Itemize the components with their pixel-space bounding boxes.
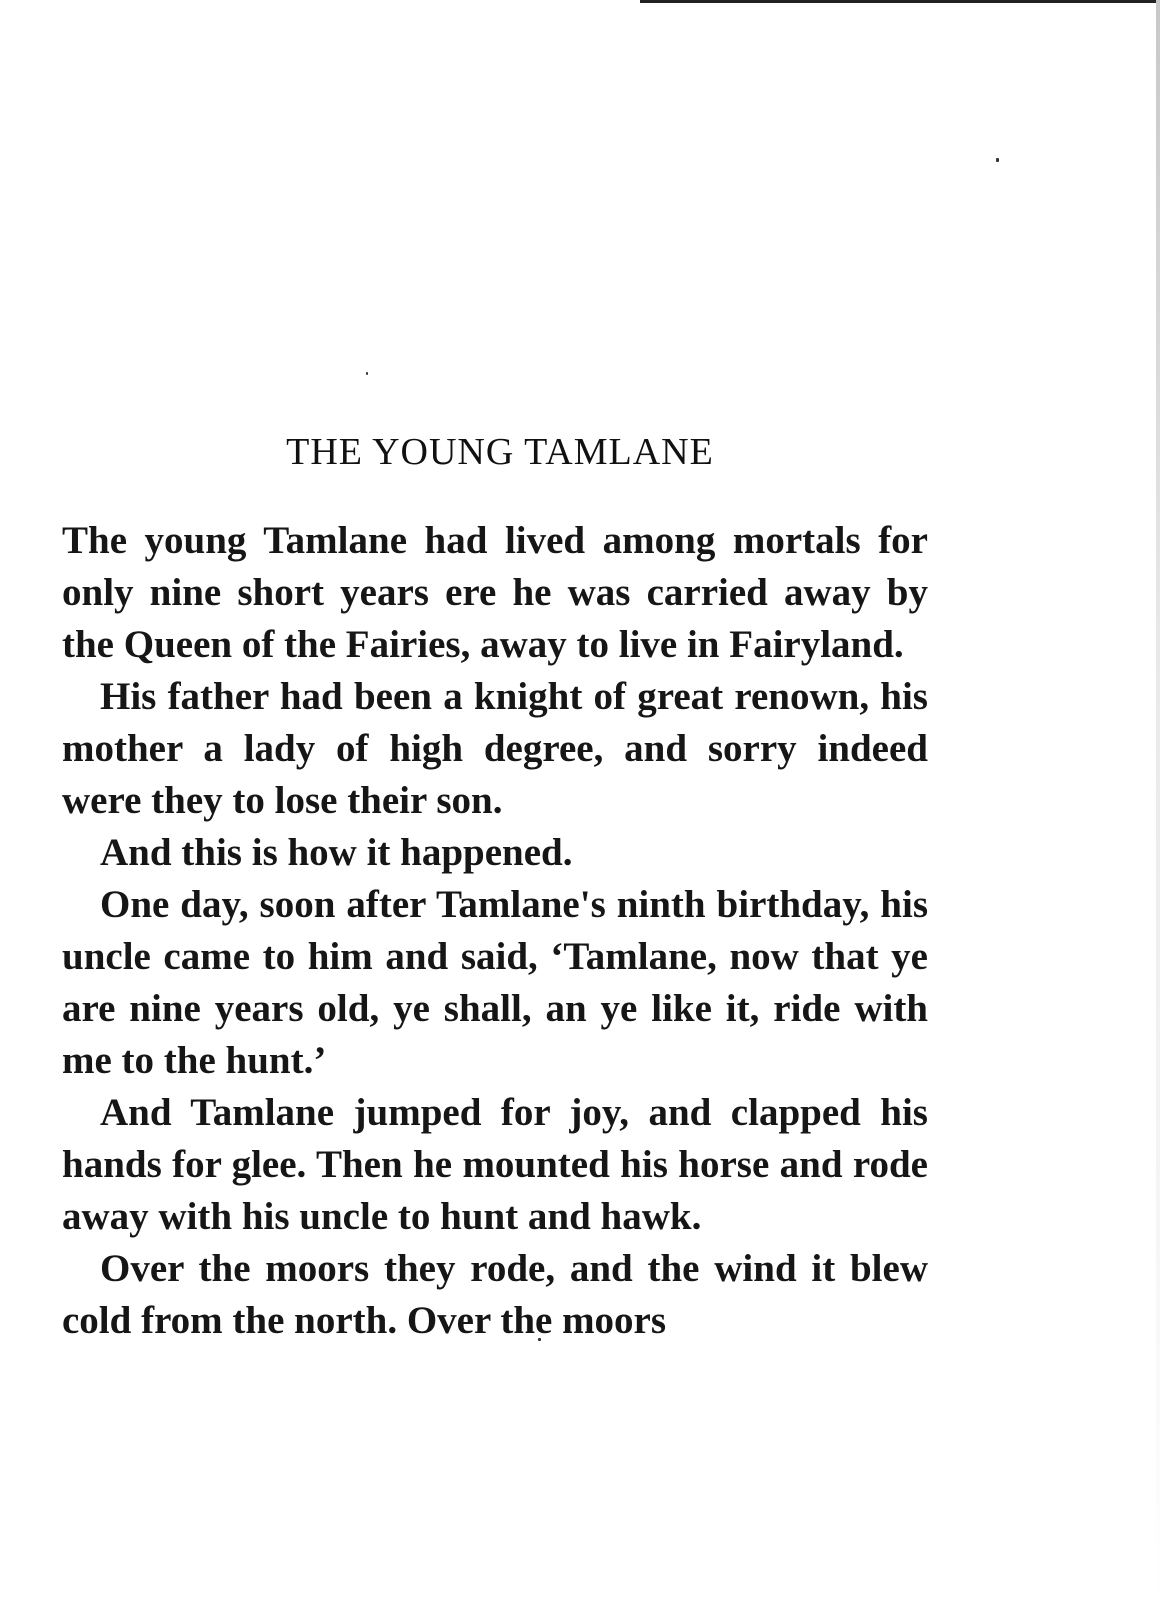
paragraph: His father had been a knight of great renown, his mother a lady of high degree, and sorry indeed were they to lose their son. [62, 675, 928, 822]
scan-edge-top [640, 0, 1160, 3]
paragraph: The young Tamlane had lived among mortals for only nine short years ere he was carried away by the Queen of the Fairies, away to live in Fairyland. [62, 519, 928, 666]
paragraph: Over the moors they rode, and the wind it blew cold from the north. Over the moors [62, 1247, 928, 1342]
paragraph: One day, soon after Tamlane's ninth birthday, his uncle came to him and said, ‘Tamlane, now that ye are nine years old, ye shall, an ye like it, ride with me to the hunt.’ [62, 883, 928, 1082]
scan-speck [366, 372, 368, 375]
paragraph: And this is how it happened. [100, 831, 573, 874]
scan-speck [996, 158, 999, 162]
chapter-body [62, 515, 928, 1347]
scan-edge-right [1156, 0, 1160, 1609]
paragraph: And Tamlane jumped for joy, and clapped his hands for glee. Then he mounted his horse and rode away with his uncle to hunt and hawk. [62, 1091, 928, 1238]
chapter-title: THE YOUNG TAMLANE [286, 431, 714, 473]
